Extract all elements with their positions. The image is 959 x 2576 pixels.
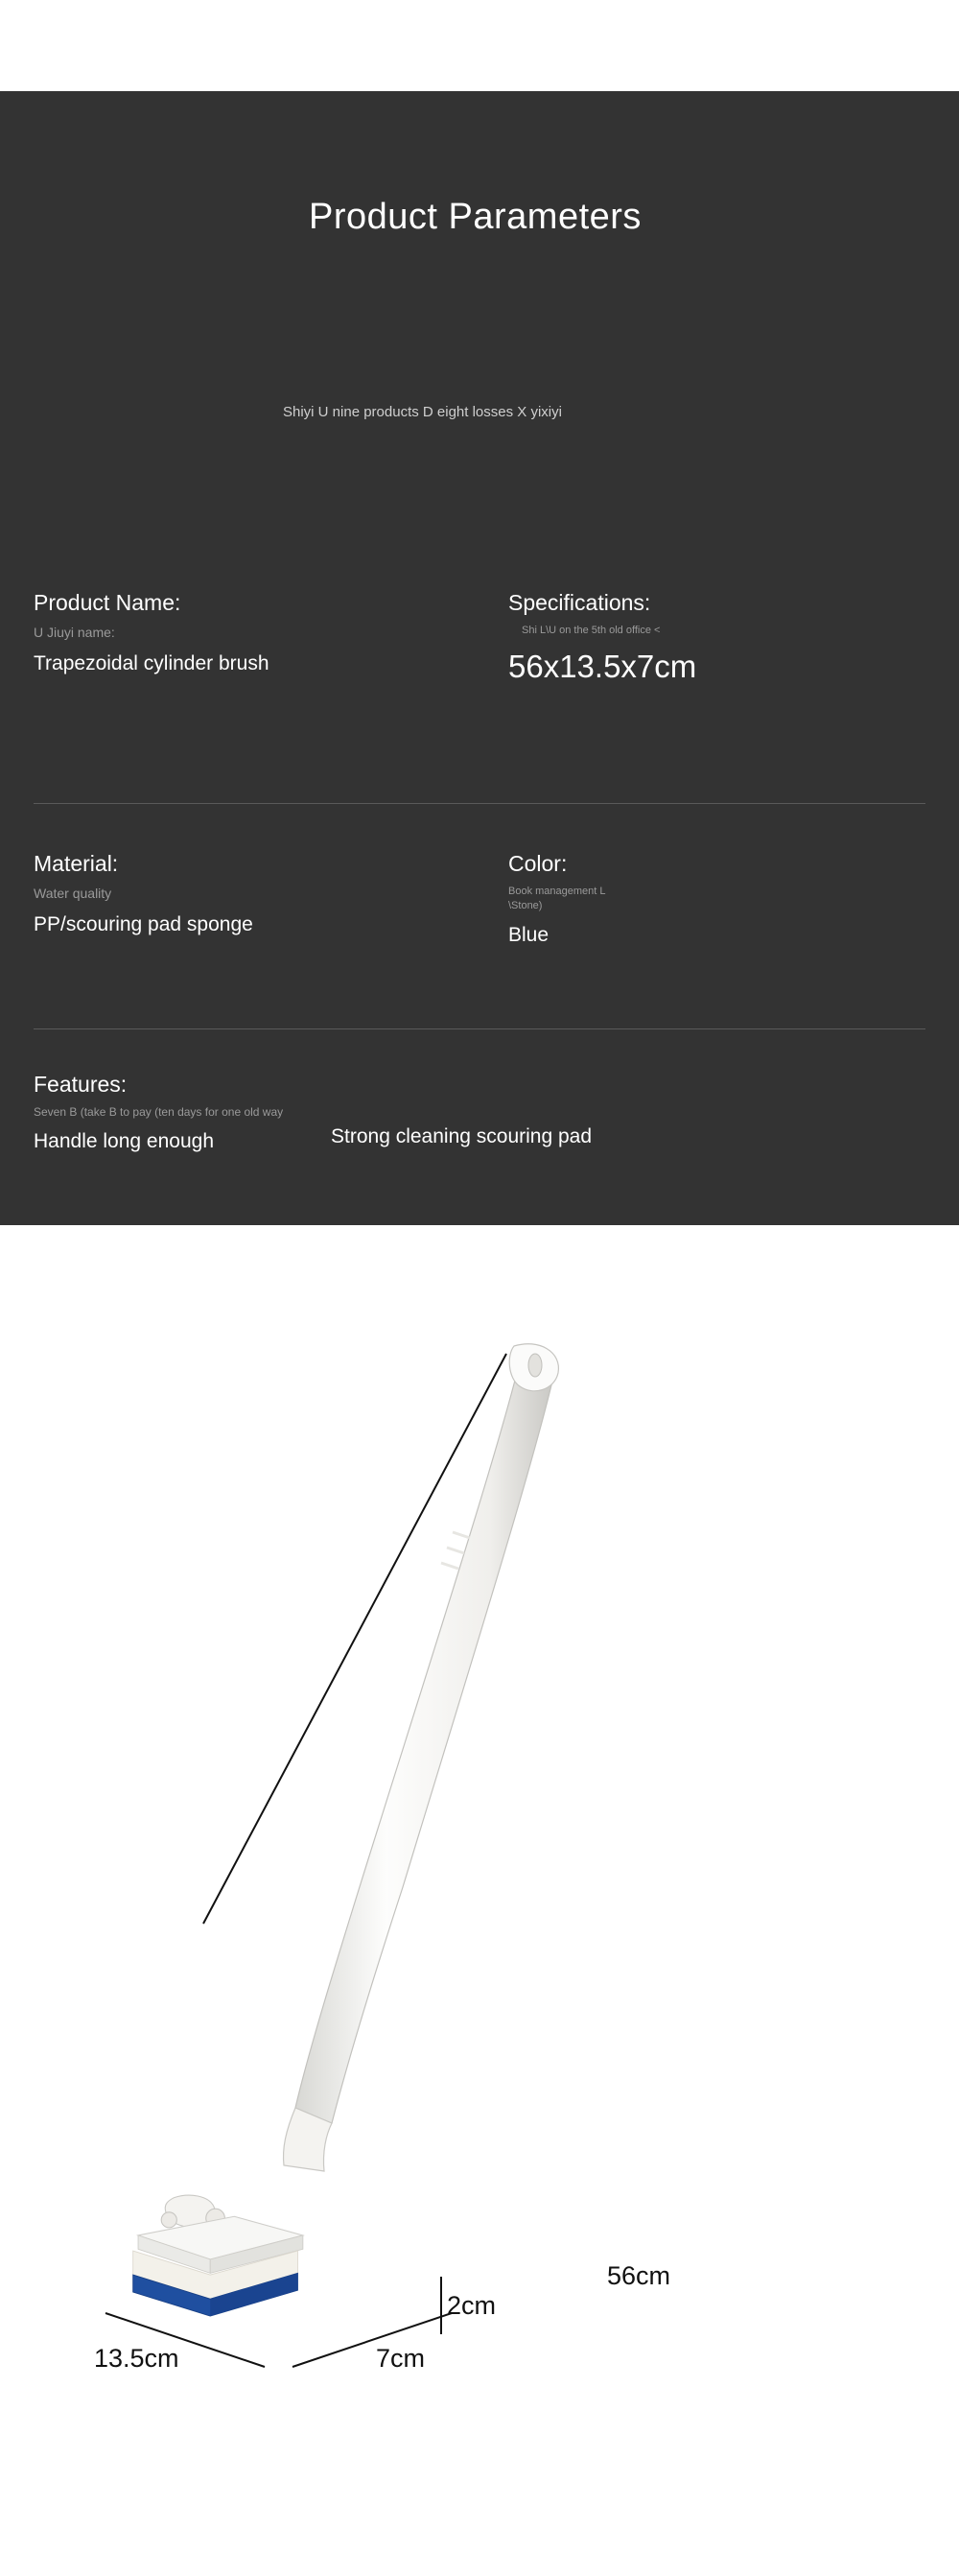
- spec-value: Blue: [508, 924, 550, 946]
- spec-cell-specifications: [508, 590, 921, 686]
- spec-note: Shi L\U on the 5th old office <: [522, 625, 661, 636]
- spec-label: Specifications:: [508, 590, 651, 615]
- spec-cell-features-secondary: [331, 1124, 734, 1149]
- panel-header: [0, 91, 959, 484]
- spec-note: U Jiuyi name:: [34, 625, 115, 640]
- spec-note: Book management L \Stone): [508, 886, 606, 911]
- dimension-thickness-label: 2cm: [447, 2291, 497, 2320]
- product-photo: [0, 1225, 959, 2576]
- spec-cell-material: [34, 851, 465, 937]
- dimension-width-label: 13.5cm: [94, 2344, 179, 2373]
- spec-row-3: [0, 1028, 959, 1249]
- spec-cell-color: [508, 851, 921, 948]
- spec-label: Product Name:: [34, 590, 181, 615]
- spec-label: Features:: [34, 1072, 128, 1097]
- product-parameters-panel: [0, 91, 959, 1225]
- spec-label: Color:: [508, 851, 568, 876]
- spec-value: PP/scouring pad sponge: [34, 913, 253, 935]
- spec-note: Water quality: [34, 886, 112, 901]
- spec-row-1: [0, 484, 959, 792]
- spec-row-2: [0, 803, 959, 1033]
- dimension-depth-label: 7cm: [376, 2344, 426, 2373]
- spec-cell-product-name: [34, 590, 465, 676]
- page-subtitle: Shiyi U nine products D eight losses X yixiyi: [283, 404, 562, 420]
- dimension-length-label: 56cm: [607, 2261, 671, 2290]
- spec-value: Handle long enough: [34, 1130, 214, 1152]
- spec-label: Material:: [34, 851, 119, 876]
- spec-value: Strong cleaning scouring pad: [331, 1125, 593, 1147]
- spec-note: Seven B (take B to pay (ten days for one old way: [34, 1105, 284, 1119]
- dimension-length-line: [182, 1340, 585, 1935]
- page-title: Product Parameters: [309, 197, 642, 237]
- spec-value: 56x13.5x7cm: [508, 649, 697, 684]
- spec-value: Trapezoidal cylinder brush: [34, 652, 269, 674]
